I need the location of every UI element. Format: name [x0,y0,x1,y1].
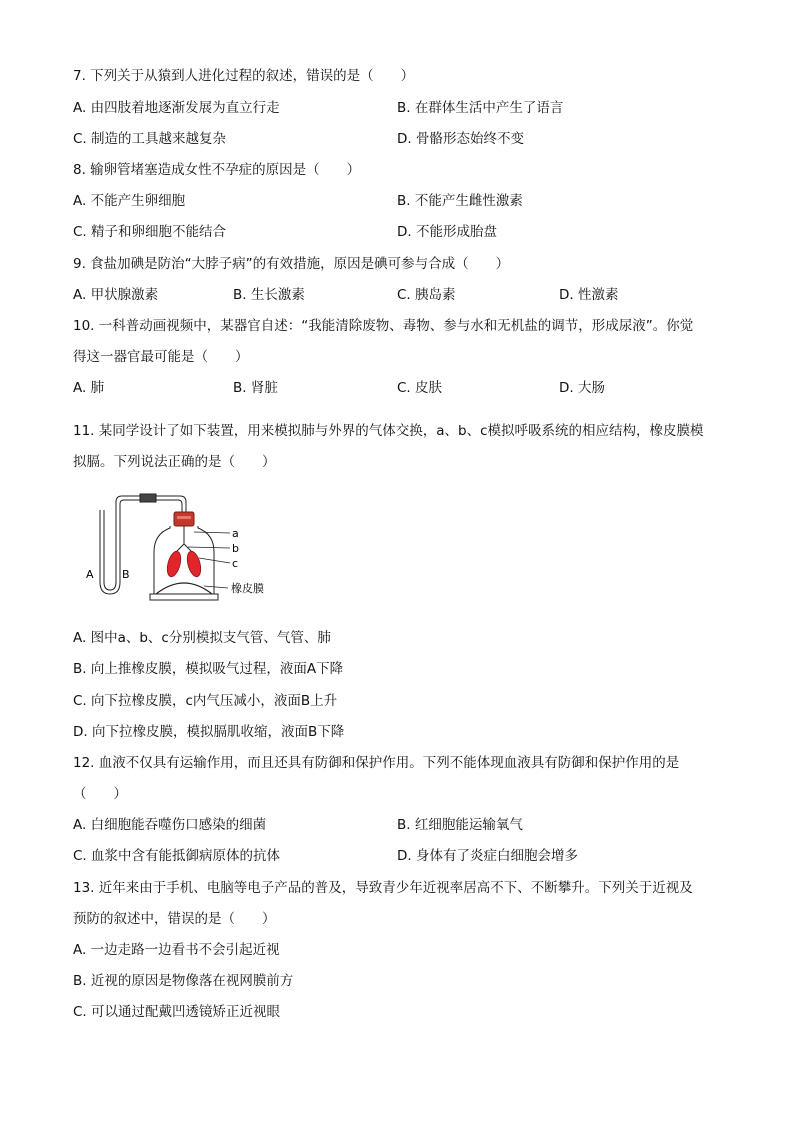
q7-stem: 7. 下列关于从猿到人进化过程的叙述，错误的是（ ） [73,68,415,84]
q10-option-d[interactable]: D. 大肠 [559,380,605,396]
q10-stem-line2: 得这一器官最可能是（ ） [73,349,249,365]
q13-stem-line1: 13. 近年来由于手机、电脑等电子产品的普及，导致青少年近视率居高不下、不断攀升。下列关于近视及 [73,880,693,896]
q12-option-c[interactable]: C. 血浆中含有能抵御病原体的抗体 [73,848,281,864]
q13-option-a[interactable]: A. 一边走路一边看书不会引起近视 [73,942,280,958]
q12-option-a[interactable]: A. 白细胞能吞噬伤口感染的细菌 [73,817,267,833]
q11-option-c[interactable]: C. 向下拉橡皮膜，c内气压减小，液面B上升 [73,693,338,709]
q9-option-a[interactable]: A. 甲状腺激素 [73,287,159,303]
q11-option-a[interactable]: A. 图中a、b、c分别模拟支气管、气管、肺 [73,630,331,646]
q8-option-d[interactable]: D. 不能形成胎盘 [397,224,497,240]
q8-option-a[interactable]: A. 不能产生卵细胞 [73,193,186,209]
q13-stem-line2: 预防的叙述中，错误的是（ ） [73,911,276,927]
q8-option-c[interactable]: C. 精子和卵细胞不能结合 [73,224,227,240]
q12-option-d[interactable]: D. 身体有了炎症白细胞会增多 [397,848,578,864]
q7-option-c[interactable]: C. 制造的工具越来越复杂 [73,131,227,147]
q10-option-b[interactable]: B. 肾脏 [233,380,278,396]
stopper [174,512,194,526]
q11-stem-line2: 拟膈。下列说法正确的是（ ） [73,454,276,470]
q9-option-c[interactable]: C. 胰岛素 [397,287,456,303]
q7-option-d[interactable]: D. 骨骼形态始终不变 [397,131,524,147]
q7-option-b[interactable]: B. 在群体生活中产生了语言 [397,100,564,116]
left-balloon-lung [165,550,183,578]
q9-option-d[interactable]: D. 性激素 [559,287,619,303]
q9-option-b[interactable]: B. 生长激素 [233,287,305,303]
lung-model-apparatus-figure [78,490,308,610]
q10-option-a[interactable]: A. 肺 [73,380,105,396]
right-balloon-lung [185,550,203,578]
connecting-tube [116,494,186,512]
trachea-a [176,526,192,552]
label-rubber-membrane: 橡皮膜 [231,582,264,595]
q12-option-b[interactable]: B. 红细胞能运输氧气 [397,817,523,833]
q9-stem: 9. 食盐加碘是防治“大脖子病”的有效措施，原因是碘可参与合成（ ） [73,256,510,272]
label-a: a [232,527,239,540]
q8-option-b[interactable]: B. 不能产生雌性激素 [397,193,523,209]
label-tube-b: B [122,568,130,581]
q12-stem-line1: 12. 血液不仅具有运输作用，而且还具有防御和保护作用。下列不能体现血液具有防御和保护作用的是 [73,755,680,771]
label-c: c [232,557,239,570]
q11-option-b[interactable]: B. 向上推橡皮膜，模拟吸气过程，液面A下降 [73,661,344,677]
q11-option-d[interactable]: D. 向下拉橡皮膜，模拟膈肌收缩，液面B下降 [73,724,345,740]
q10-option-c[interactable]: C. 皮肤 [397,380,443,396]
q13-option-b[interactable]: B. 近视的原因是物像落在视网膜前方 [73,973,294,989]
q8-stem: 8. 输卵管堵塞造成女性不孕症的原因是（ ） [73,162,361,178]
label-tube-a: A [86,568,94,581]
u-tube [100,510,120,594]
q13-option-c[interactable]: C. 可以通过配戴凹透镜矫正近视眼 [73,1004,281,1020]
q10-stem-line1: 10. 一科普动画视频中，某器官自述：“我能清除废物、毒物、参与水和无机盐的调节，形成尿液”。你觉 [73,318,694,334]
q7-option-a[interactable]: A. 由四肢着地逐渐发展为直立行走 [73,100,280,116]
q11-stem-line1: 11. 某同学设计了如下装置，用来模拟肺与外界的气体交换，a、b、c模拟呼吸系统的相应结构，橡皮膜模 [73,423,704,439]
q12-stem-line2: （ ） [73,786,127,802]
label-b: b [232,542,239,555]
